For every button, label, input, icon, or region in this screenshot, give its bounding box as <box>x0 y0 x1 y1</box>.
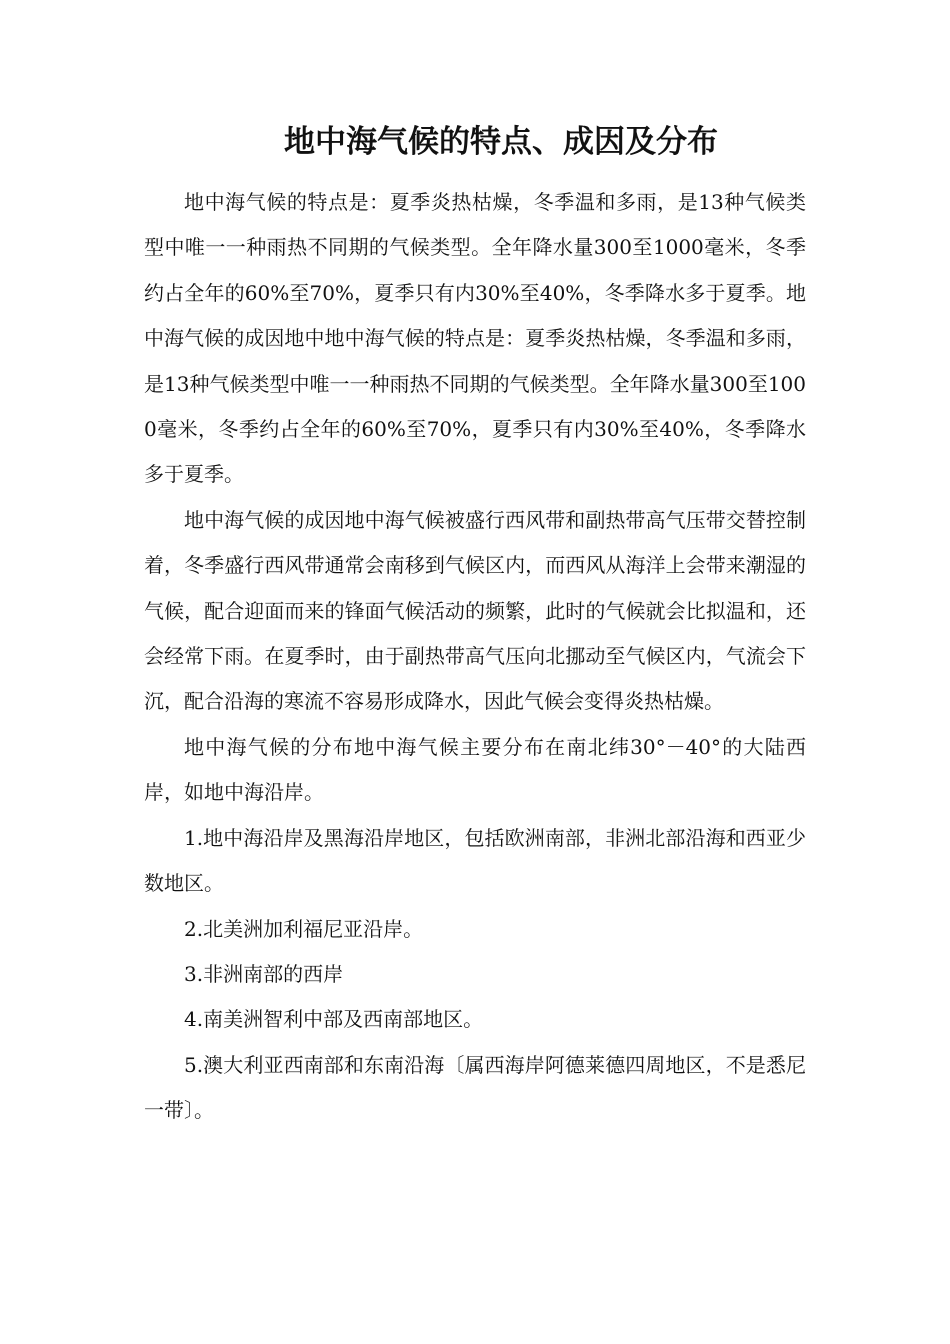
list-item-3: 3.非洲南部的西岸 <box>184 961 344 986</box>
list-item-4: 4.南美洲智利中部及西南部地区。 <box>184 1007 484 1032</box>
title-container <box>144 120 870 164</box>
paragraph-causes: 地中海气候的成因地中海气候被盛行西风带和副热带高气压带交替控制着，冬季盛行西风带通常会南移到气候区内，而西风从海洋上会带来潮湿的气候，配合迎面而来的锋面气候活动的频繁，此时的气候就会比拟温和，还会经常下雨。在夏季时，由于副热带高气压向北挪动至气候区内，气流会下沉，配合沿海的寒流不容易形成降水，因此气候会变得炎热枯燥。 <box>144 507 806 714</box>
document-title: 地中海气候的特点、成因及分布 <box>284 124 718 160</box>
list-item-2: 2.北美洲加利福尼亚沿岸。 <box>184 916 424 941</box>
list-item-5: 5.澳大利亚西南部和东南沿海〔属西海岸阿德莱德四周地区，不是悉尼一带〕。 <box>144 1052 806 1123</box>
paragraph-characteristics: 地中海气候的特点是：夏季炎热枯燥，冬季温和多雨，是13种气候类型中唯一一种雨热不同期的气候类型。全年降水量300至1000毫米，冬季约占全年的60%至70%，夏季只有内30%至40%，冬季降水多于夏季。地中海气候的成因地中地中海气候的特点是：夏季炎热枯燥，冬季温和多雨，是13种气候类型中唯一一种雨热不同期的气候类型。全年降水量300至1000毫米，冬季约占全年的60%至70%，夏季只有内30%至40%，冬季降水多于夏季。 <box>144 190 806 487</box>
list-item-1: 1.地中海沿岸及黑海沿岸地区，包括欧洲南部，非洲北部沿海和西亚少数地区。 <box>144 825 806 896</box>
paragraph-distribution: 地中海气候的分布地中海气候主要分布在南北纬30°－40°的大陆西岸，如地中海沿岸。 <box>144 734 806 805</box>
document-body <box>144 180 806 1134</box>
